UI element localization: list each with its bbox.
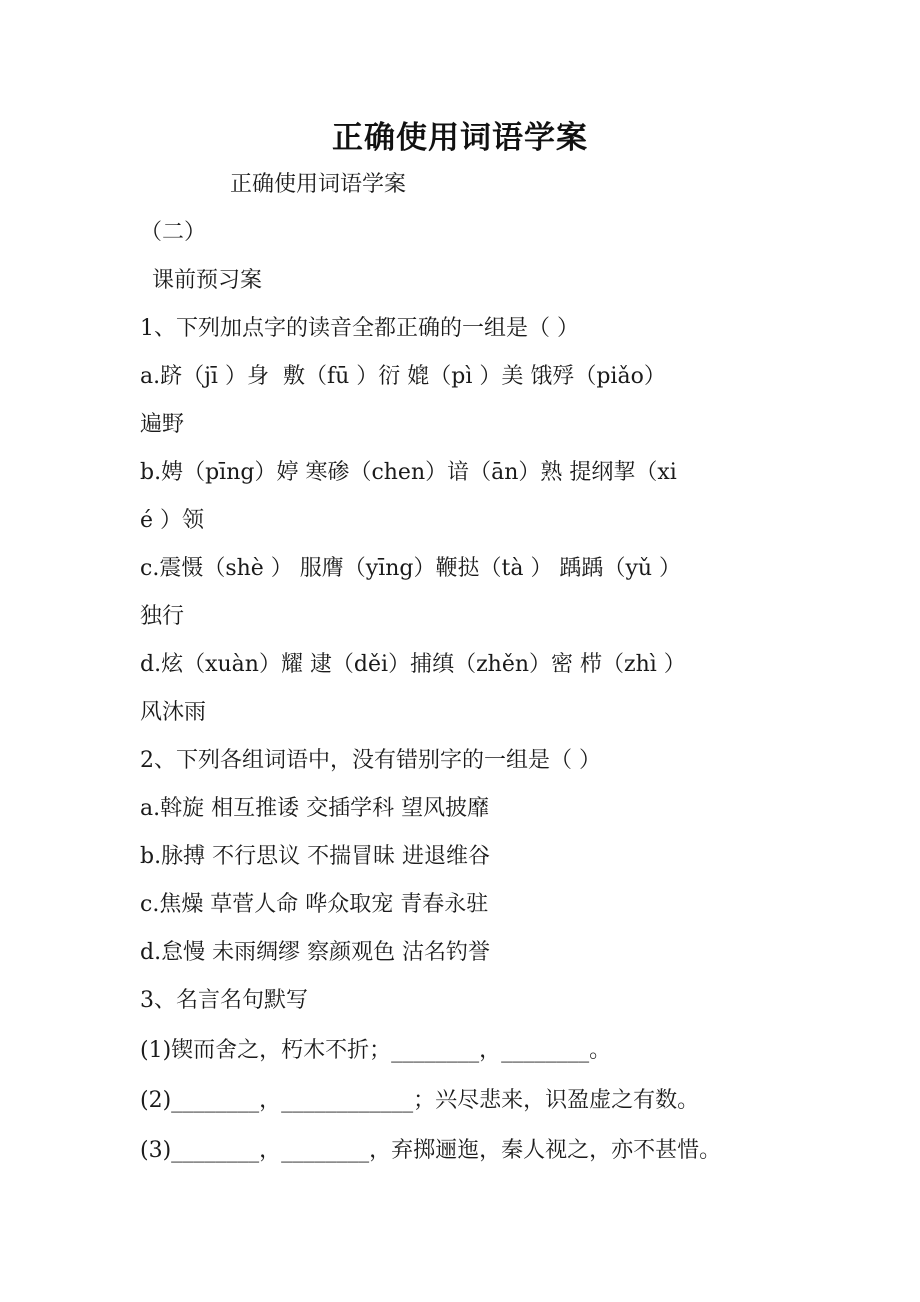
q2-option-c: c.焦燥 草菅人命 哗众取宠 青春永驻 bbox=[140, 892, 489, 917]
q1-option-c-line2: 独行 bbox=[140, 604, 185, 629]
section-label: 课前预习案 bbox=[152, 268, 263, 293]
q3-item-1: (1)锲而舍之，朽木不折；________，________。 bbox=[140, 1038, 612, 1063]
q1-option-a-line2: 遍野 bbox=[140, 412, 185, 437]
section-number: （二） bbox=[140, 220, 207, 245]
q3-stem: 3、名言名句默写 bbox=[140, 988, 308, 1013]
q1-option-b-line1: b.娉（pīng）婷 寒碜（chen）谙（ān）熟 提纲挈（xi bbox=[140, 460, 677, 485]
q1-option-d-line1: d.炫（xuàn）耀 逮（děi）捕缜（zhěn）密 栉（zhì ） bbox=[140, 652, 686, 677]
q1-stem: 1、下列加点字的读音全都正确的一组是（ ） bbox=[140, 316, 579, 341]
q3-item-2: (2)________，____________；兴尽悲来，识盈虚之有数。 bbox=[140, 1088, 700, 1113]
q1-option-c-line1: c.震慑（shè ） 服膺（yīng）鞭挞（tà ） 踽踽（yǔ ） bbox=[140, 556, 682, 581]
q2-option-d: d.怠慢 未雨绸缪 察颜观色 沽名钓誉 bbox=[140, 940, 491, 965]
page-title: 正确使用词语学案 bbox=[332, 120, 588, 156]
q2-option-a: a.斡旋 相互推诿 交插学科 望风披靡 bbox=[140, 796, 490, 821]
q1-option-a-line1: a.跻（jī ）身 敷（fū ）衍 媲（pì ）美 饿殍（piǎo） bbox=[140, 364, 666, 389]
q1-option-b-line2: é ）领 bbox=[140, 508, 205, 533]
q3-item-3: (3)________，________，弃掷逦迤，秦人视之，亦不甚惜。 bbox=[140, 1138, 722, 1163]
q1-option-d-line2: 风沐雨 bbox=[140, 700, 207, 725]
q2-option-b: b.脉搏 不行思议 不揣冒昧 进退维谷 bbox=[140, 844, 491, 869]
subtitle: 正确使用词语学案 bbox=[230, 172, 407, 197]
q2-stem: 2、下列各组词语中，没有错别字的一组是（ ） bbox=[140, 748, 601, 773]
